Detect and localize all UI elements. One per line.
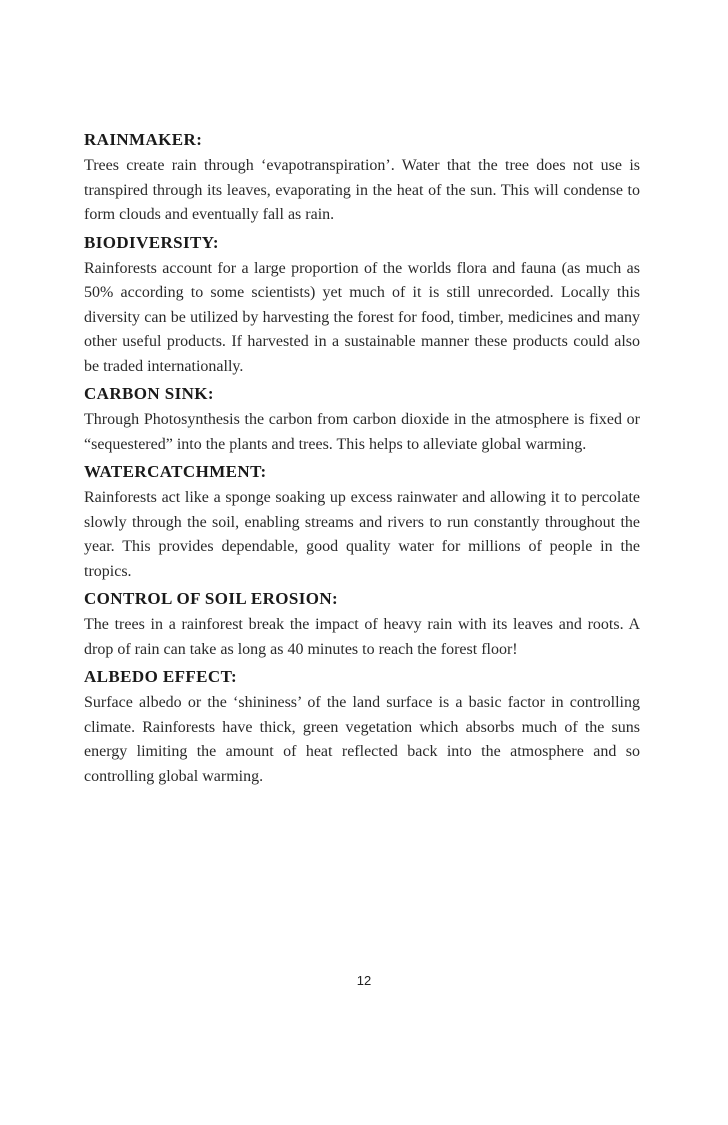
section-body: The trees in a rainforest break the impact of heavy rain with its leaves and roots. A drop of rain can take as long as 40 minutes to reach the forest floor! [84, 616, 640, 658]
section-body: Rainforests act like a sponge soaking up excess rainwater and allowing it to percolate slowly through the soil, enabling streams and rivers to run constantly throughout the year. This provides dependable, good quality water for millions of people in the tropics. [84, 489, 640, 580]
section-biodiversity [84, 231, 640, 380]
section-heading: WATERCATCHMENT: [84, 462, 267, 481]
section-heading: ALBEDO EFFECT: [84, 667, 238, 686]
section-body: Rainforests account for a large proportion of the worlds flora and fauna (as much as 50% according to some scientists) yet much of it is still unrecorded. Locally this diversity can be utilized by harvesting the forest for food, timber, medicines and many other useful products. If harvested in a sustainable manner these products could also be traded internationally. [84, 259, 640, 375]
section-body: Through Photosynthesis the carbon from carbon dioxide in the atmosphere is fixed or “sequestered” into the plants and trees. This helps to alleviate global warming. [84, 411, 640, 453]
section-watercatchment [84, 460, 640, 584]
section-heading: CARBON SINK: [84, 384, 214, 403]
section-body: Trees create rain through ‘evapotranspiration’. Water that the tree does not use is transpired through its leaves, evaporating in the heat of the sun. This will condense to form clouds and eventually fall as rain. [84, 157, 640, 223]
page-content [84, 128, 640, 792]
section-heading: RAINMAKER: [84, 130, 203, 149]
section-rainmaker [84, 128, 640, 228]
section-heading: BIODIVERSITY: [84, 232, 219, 252]
section-heading: CONTROL OF SOIL EROSION: [84, 589, 339, 608]
section-carbon-sink [84, 382, 640, 457]
page-number: 12 [356, 973, 372, 988]
section-body: Surface albedo or the ‘shininess’ of the land surface is a basic factor in controlling climate. Rainforests have thick, green vegetation which absorbs much of the suns energy limiting the amount of heat reflected back into the atmosphere and so controlling global warming. [84, 694, 640, 785]
section-soil-erosion [84, 587, 640, 662]
section-albedo-effect [84, 665, 640, 789]
